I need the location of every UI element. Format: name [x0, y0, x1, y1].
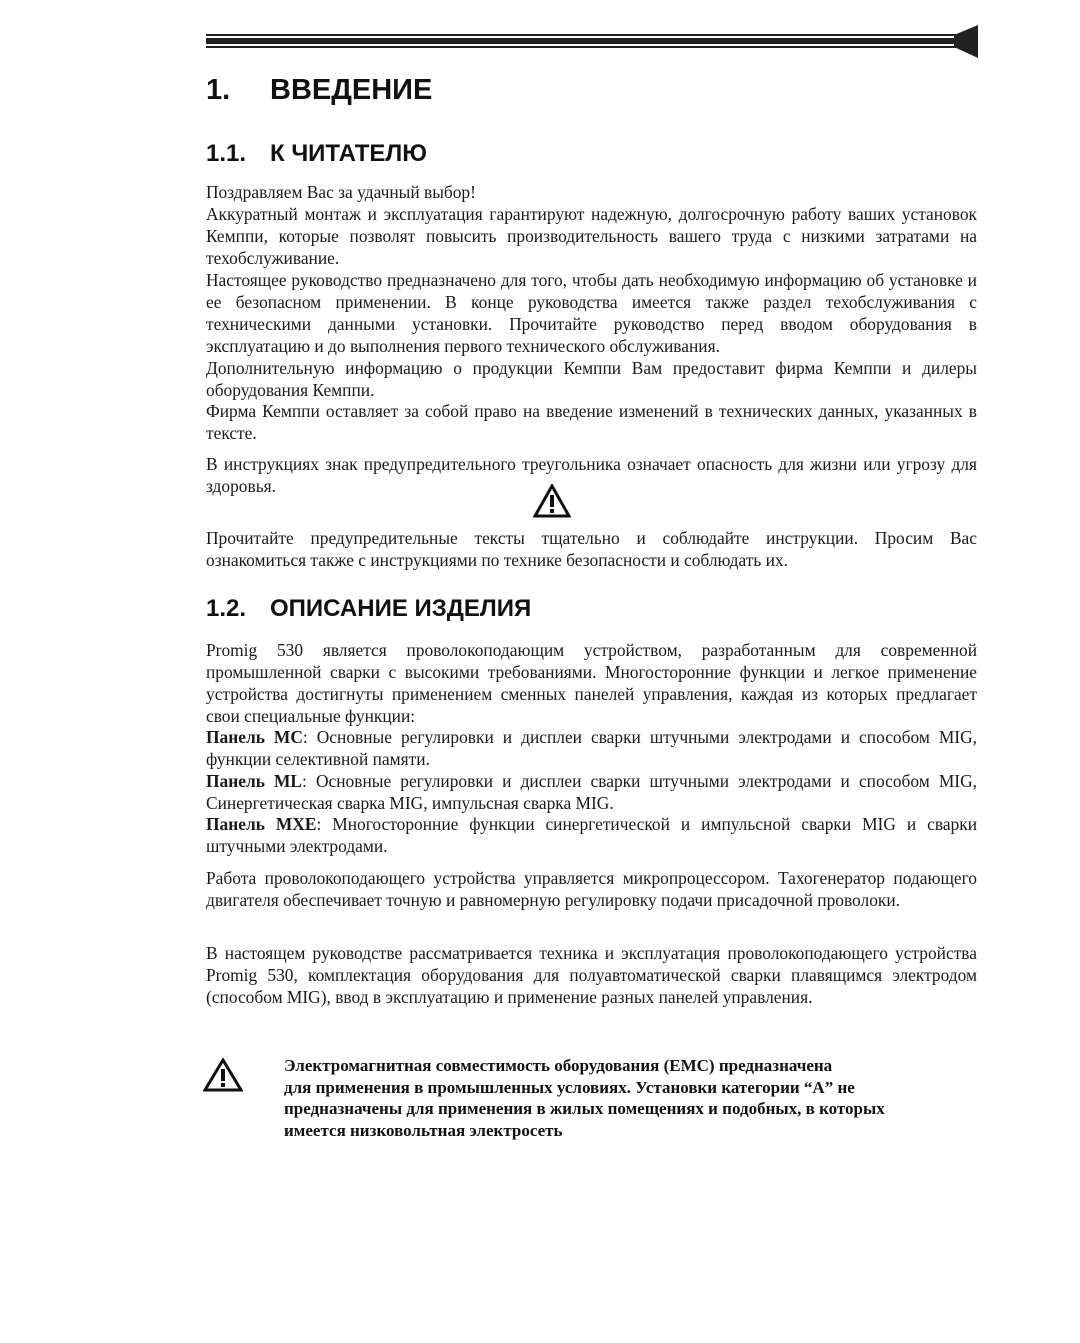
- section-title: К ЧИТАТЕЛЮ: [270, 140, 427, 167]
- header-rule-bar: [206, 22, 978, 60]
- paragraph: Настоящее руководство предназначено для того, чтобы дать необходимую информацию об установке и ее безопасном применении. В конце руководства имеется также раздел техобслуживания с техническими данными установки. Прочитайте руководство перед вводом оборудования в эксплуатацию и до выполнения первого технического обслуживания.: [206, 270, 977, 356]
- paragraph: Работа проволокоподающего устройства управляется микропроцессором. Тахогенератор подающего двигателя обеспечивает точную и равномерную регулировку подачи присадочной проволоки.: [206, 868, 977, 910]
- section-heading-1-2: [206, 595, 531, 623]
- paragraph: Фирма Кемппи оставляет за собой право на введение изменений в технических данных, указанных в тексте.: [206, 401, 977, 443]
- emc-line: имеется низковольтная электросеть: [284, 1120, 563, 1140]
- chapter-number: 1.: [206, 74, 231, 106]
- emc-line: Электромагнитная совместимость оборудования (ЕМС) предназначена: [284, 1056, 833, 1075]
- warning-triangle-icon: [203, 1058, 243, 1092]
- chapter-heading: [206, 74, 432, 107]
- section-number: 1.2.: [206, 595, 247, 622]
- panel-mxe-label: Панель МХЕ: [206, 814, 317, 834]
- paragraph: Прочитайте предупредительные тексты тщательно и соблюдайте инструкции. Просим Вас ознакомиться также с инструкциями по технике безопасности и соблюдать их.: [206, 528, 977, 570]
- panel-ml-text: : Основные регулировки и дисплеи сварки штучными электродами и способом MIG, Синергетическая сварка MIG, импульсная сварка MIG.: [206, 771, 977, 813]
- emc-line: предназначены для применения в жилых помещениях и подобных, в которых: [284, 1099, 885, 1118]
- section-title: ОПИСАНИЕ ИЗДЕЛИЯ: [270, 595, 532, 622]
- paragraph: В настоящем руководстве рассматривается техника и эксплуатация проволокоподающего устройства Promig 530, комплектация оборудования для полуавтоматической сварки плавящимся электродом (способом MIG), ввод в эксплуатацию и применение разных панелей управления.: [206, 943, 977, 1007]
- panel-mc-label: Панель МС: [206, 727, 303, 747]
- section-heading-1-1: [206, 140, 427, 168]
- panel-mxe-item: [206, 813, 977, 857]
- emc-line: для применения в промышленных условиях. Установки категории “А” не: [284, 1077, 855, 1097]
- paragraph: В инструкциях знак предупредительного треугольника означает опасность для жизни или угрозу для здоровья.: [206, 454, 977, 496]
- paragraph: Promig 530 является проволокоподающим устройством, разработанным для современной промышленной сварки с высокими требованиями. Многосторонние функции и легкое применение устройства достигнуты применением сменных панелей управления, каждая из которых предлагает свои специальные функции:: [206, 640, 977, 726]
- warning-triangle-icon: [533, 484, 571, 518]
- paragraph: Дополнительную информацию о продукции Кемппи Вам предоставит фирма Кемппи и дилеры оборудования Кемппи.: [206, 358, 977, 400]
- panel-mxe-text: : Многосторонние функции синергетической и импульсной сварки MIG и сварки штучными электродами.: [206, 814, 977, 856]
- section-number: 1.1.: [206, 140, 247, 167]
- panel-mc-item: [206, 726, 977, 770]
- panel-ml-item: [206, 770, 977, 814]
- paragraph: Аккуратный монтаж и эксплуатация гарантируют надежную, долгосрочную работу ваших установок Кемппи, которые позволят повысить производительность вашего труда с низкими затратами на техобслуживание.: [206, 204, 977, 268]
- paragraph: Поздравляем Вас за удачный выбор!: [206, 182, 476, 202]
- panel-mc-text: : Основные регулировки и дисплеи сварки штучными электродами и способом MIG, функции селективной памяти.: [206, 727, 977, 769]
- panel-ml-label: Панель ML: [206, 771, 303, 791]
- chapter-title: ВВЕДЕНИЕ: [270, 74, 433, 106]
- emc-warning-text: [284, 1055, 944, 1141]
